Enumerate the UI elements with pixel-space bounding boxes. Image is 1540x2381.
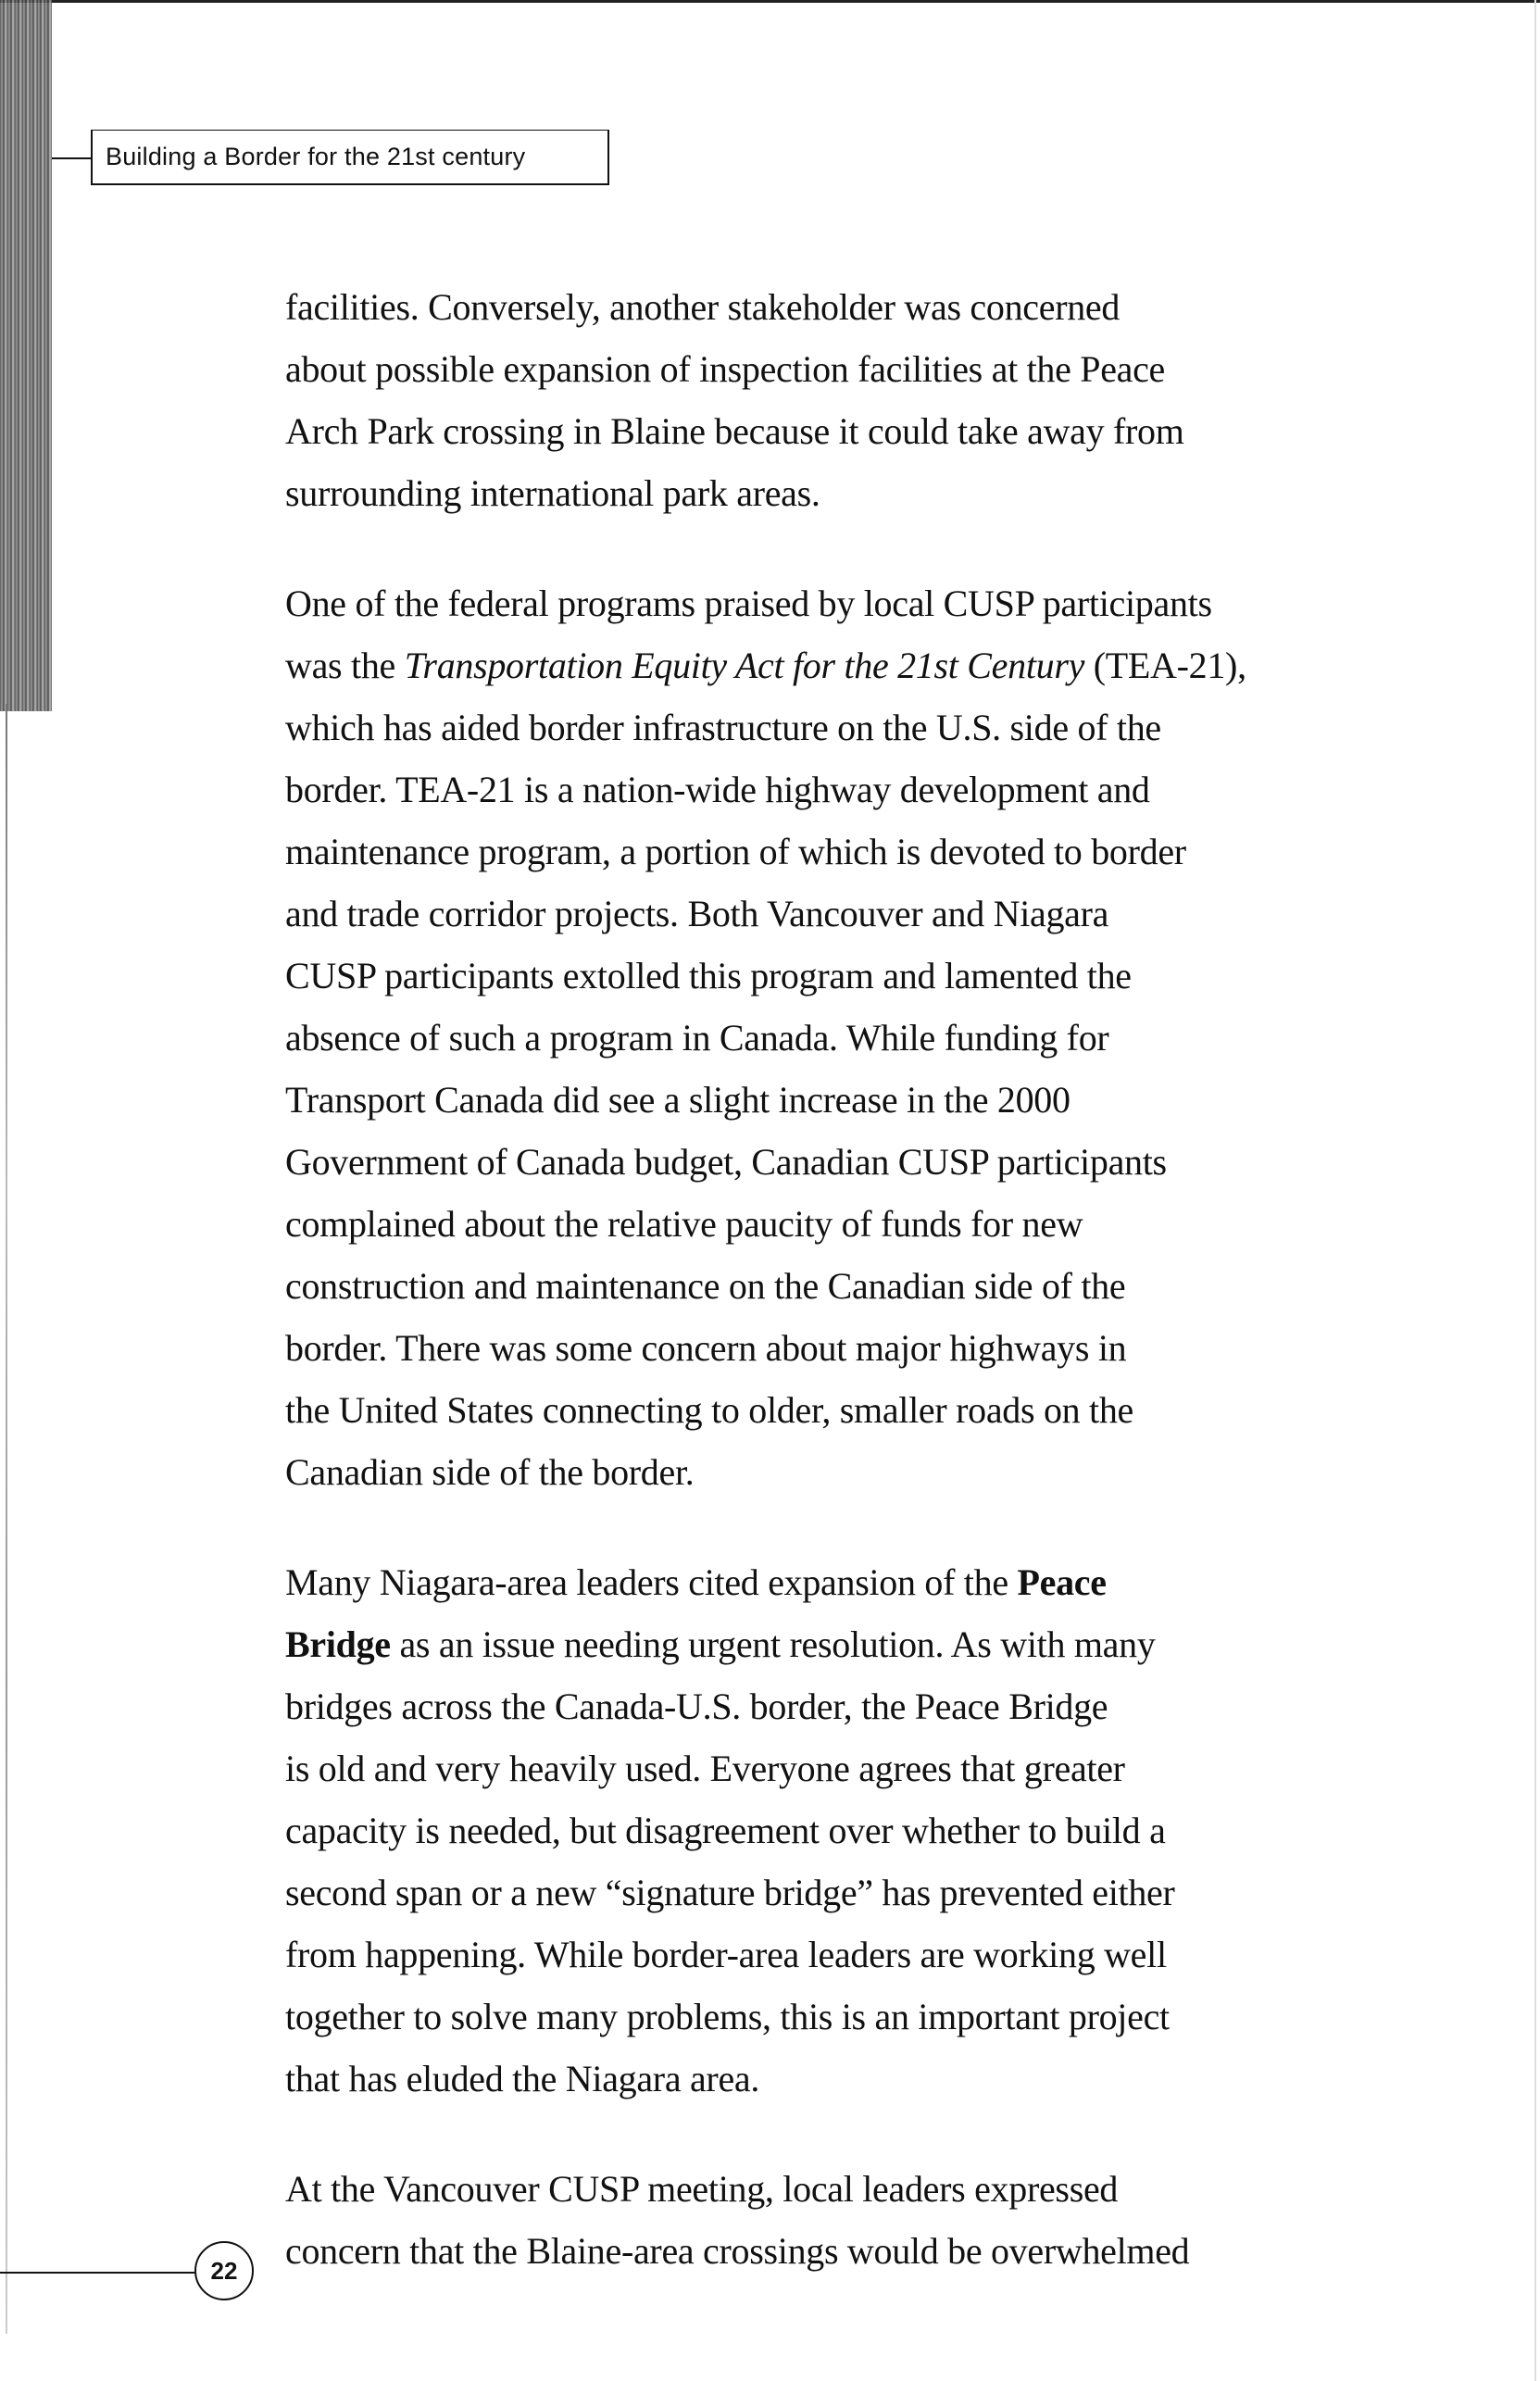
text-line: CUSP participants extolled this program and lamented the (285, 955, 1132, 996)
top-edge-rule (0, 0, 1540, 3)
paragraph-4 (285, 2158, 1359, 2282)
text-line: is old and very heavily used. Everyone agrees that greater (285, 1748, 1125, 1789)
text-line: facilities. Conversely, another stakeholder was concerned (285, 286, 1121, 328)
peace-bridge-bold: Bridge (285, 1623, 391, 1665)
text-line: surrounding international park areas. (285, 472, 820, 514)
act-title: Transportation Equity Act for the 21st Century (404, 645, 1085, 686)
text-line: about possible expansion of inspection facilities at the Peace (285, 348, 1166, 390)
text-run: was the (285, 645, 405, 686)
running-header-title: Building a Border for the 21st century (106, 143, 526, 170)
text-line: Arch Park crossing in Blaine because it could take away from (285, 410, 1184, 452)
text-line: capacity is needed, but disagreement over whether to build a (285, 1810, 1166, 1851)
text-line: the United States connecting to older, smaller roads on the (285, 1389, 1134, 1431)
text-line (285, 1613, 1359, 1675)
scan-right-edge (1534, 0, 1536, 2381)
text-line: border. TEA-21 is a nation-wide highway development and (285, 769, 1150, 810)
text-run: Many Niagara-area leaders cited expansion of the (285, 1561, 1018, 1603)
text-line: absence of such a program in Canada. While funding for (285, 1017, 1109, 1059)
text-line: Government of Canada budget, Canadian CUSP participants (285, 1141, 1167, 1183)
header-connector-line (52, 157, 91, 159)
text-line (285, 1551, 1359, 1613)
paragraph-3 (285, 1551, 1359, 2110)
text-line: second span or a new “signature bridge” has prevented either (285, 1872, 1175, 1913)
page-number-circle (194, 2241, 254, 2300)
text-line: At the Vancouver CUSP meeting, local leaders expressed (285, 2168, 1119, 2210)
text-line: construction and maintenance on the Canadian side of the (285, 1265, 1126, 1307)
text-line: border. There was some concern about major highways in (285, 1327, 1127, 1369)
running-header (91, 130, 609, 185)
text-run: (TEA-21), (1084, 645, 1246, 686)
text-line: from happening. While border-area leaders are working well (285, 1934, 1167, 1975)
text-line: One of the federal programs praised by local CUSP participants (285, 583, 1212, 624)
text-line: bridges across the Canada-U.S. border, the Peace Bridge (285, 1685, 1108, 1727)
text-line: which has aided border infrastructure on the U.S. side of the (285, 707, 1161, 748)
text-line: concern that the Blaine-area crossings would be overwhelmed (285, 2230, 1190, 2272)
scan-binding-strip (0, 0, 52, 711)
text-line: Transport Canada did see a slight increase in the 2000 (285, 1079, 1070, 1121)
text-line: Canadian side of the border. (285, 1451, 695, 1493)
peace-bridge-bold: Peace (1017, 1561, 1107, 1603)
scan-binding-edge (6, 704, 7, 2334)
text-run: as an issue needing urgent resolution. As with many (390, 1623, 1156, 1665)
text-line: that has eluded the Niagara area. (285, 2058, 760, 2099)
text-line (285, 634, 1359, 696)
text-line: together to solve many problems, this is an important project (285, 1996, 1170, 2037)
page-number: 22 (210, 2256, 238, 2285)
paragraph-2 (285, 572, 1359, 1503)
text-line: complained about the relative paucity of funds for new (285, 1203, 1083, 1245)
text-line: maintenance program, a portion of which is devoted to border (285, 831, 1186, 872)
paragraph-1 (285, 276, 1359, 524)
footer-rule (0, 2272, 194, 2274)
text-line: and trade corridor projects. Both Vancouver and Niagara (285, 893, 1109, 934)
page-body (285, 276, 1359, 2282)
